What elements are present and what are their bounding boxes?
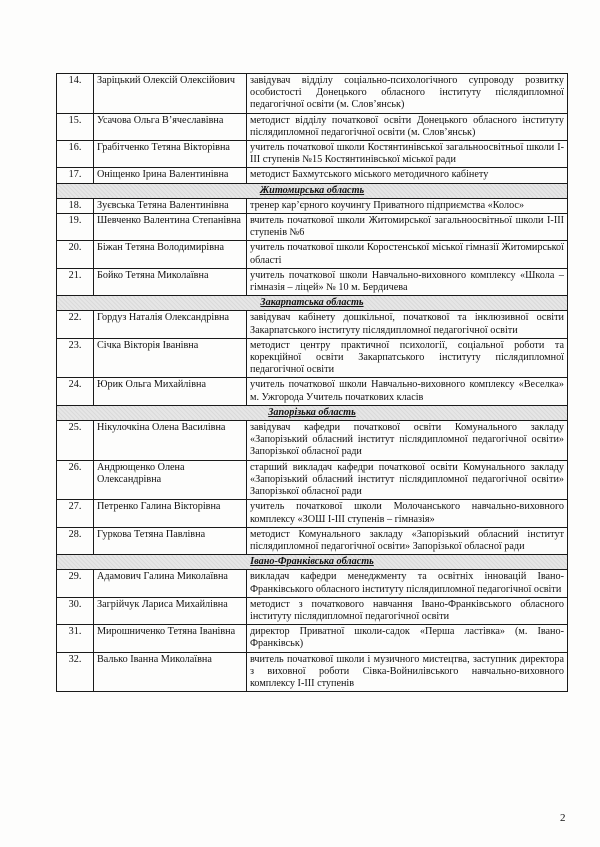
region-title: Закарпатська область: [260, 297, 364, 309]
row-name: Грабітченко Тетяна Вікторівна: [94, 141, 247, 168]
row-name: Петренко Галина Вікторівна: [94, 500, 247, 527]
row-number: 22.: [57, 311, 94, 338]
table-row: [57, 338, 568, 378]
row-position: завідувач відділу соціально-психологічного супроводу розвитку особистості Донецького обласного інституту післядипломної педагогічної освіти (м. Слов’янськ): [247, 74, 568, 114]
table-row: [57, 570, 568, 597]
table-row: [57, 168, 568, 183]
region-header-row: [57, 296, 568, 311]
table-row: [57, 113, 568, 140]
table-row: [57, 268, 568, 295]
row-number: 28.: [57, 527, 94, 554]
row-name: Адамович Галина Миколаївна: [94, 570, 247, 597]
region-title: Івано-Франківська область: [250, 556, 374, 568]
row-name: Заріцький Олексій Олексійович: [94, 74, 247, 114]
table-row: [57, 597, 568, 624]
region-header: [57, 296, 568, 311]
row-name: Шевченко Валентина Степанівна: [94, 214, 247, 241]
row-position: учитель початкової школи Коростенської міської гімназії Житомирської області: [247, 241, 568, 268]
table-body: [57, 74, 568, 692]
table-row: [57, 74, 568, 114]
table-row: [57, 214, 568, 241]
row-name: Валько Іванна Миколаївна: [94, 652, 247, 692]
table-row: [57, 241, 568, 268]
row-number: 21.: [57, 268, 94, 295]
row-position: методист з початкового навчання Івано-Франківського обласного інституту післядипломної педагогічної освіти: [247, 597, 568, 624]
row-number: 30.: [57, 597, 94, 624]
table-row: [57, 460, 568, 500]
row-number: 27.: [57, 500, 94, 527]
row-position: вчитель початкової школи і музичного мистецтва, заступник директора з виховної роботи Сівка-Войнилівського навчально-виховного комплексу І-ІІІ ступенів: [247, 652, 568, 692]
table-row: [57, 500, 568, 527]
row-position: методист Бахмутського міського методичного кабінету: [247, 168, 568, 183]
row-position: директор Приватної школи-садок «Перша ластівка» (м. Івано-Франківськ): [247, 625, 568, 652]
row-number: 24.: [57, 378, 94, 405]
row-position: старший викладач кафедри початкової освіти Комунального закладу «Запорізький обласний інститут післядипломної педагогічної освіти» Запорізької обласної ради: [247, 460, 568, 500]
region-header-row: [57, 555, 568, 570]
row-number: 16.: [57, 141, 94, 168]
row-position: методист центру практичної психології, соціальної роботи та корекційної освіти Закарпатського інституту післядипломної педагогічної освіти: [247, 338, 568, 378]
region-header-row: [57, 183, 568, 198]
row-name: Андрющенко Олена Олександрівна: [94, 460, 247, 500]
table-row: [57, 625, 568, 652]
row-name: Мирошниченко Тетяна Іванівна: [94, 625, 247, 652]
row-position: учитель початкової школи Молочанського навчально-виховного комплексу «ЗОШ І-ІІІ ступенів – гімназія»: [247, 500, 568, 527]
row-position: завідувач кабінету дошкільної, початкової та інклюзивної освіти Закарпатського інституту післядипломної педагогічної освіти: [247, 311, 568, 338]
row-number: 31.: [57, 625, 94, 652]
row-position: вчитель початкової школи Житомирської загальноосвітньої школи І-ІІІ ступенів №6: [247, 214, 568, 241]
row-name: Бойко Тетяна Миколаївна: [94, 268, 247, 295]
row-number: 15.: [57, 113, 94, 140]
table-row: [57, 527, 568, 554]
row-name: Гордуз Наталія Олександрівна: [94, 311, 247, 338]
row-number: 19.: [57, 214, 94, 241]
table-row: [57, 198, 568, 213]
row-name: Юрик Ольга Михайлівна: [94, 378, 247, 405]
region-title: Житомирська область: [259, 184, 365, 196]
row-position: тренер кар’єрного коучингу Приватного підприємства «Колос»: [247, 198, 568, 213]
row-name: Біжан Тетяна Володимирівна: [94, 241, 247, 268]
region-header: [57, 405, 568, 420]
row-number: 20.: [57, 241, 94, 268]
row-position: учитель початкової школи Навчально-виховного комплексу «Школа –гімназія – ліцей» № 10 м. Бердичева: [247, 268, 568, 295]
table-row: [57, 378, 568, 405]
row-name: Січка Вікторія Іванівна: [94, 338, 247, 378]
region-header: [57, 555, 568, 570]
row-name: Оніщенко Ірина Валентинівна: [94, 168, 247, 183]
table-row: [57, 141, 568, 168]
table-row: [57, 421, 568, 461]
row-number: 26.: [57, 460, 94, 500]
table-row: [57, 652, 568, 692]
row-position: завідувач кафедри початкової освіти Комунального закладу «Запорізький обласний інститут післядипломної педагогічної освіти» Запорізької обласної ради: [247, 421, 568, 461]
row-number: 25.: [57, 421, 94, 461]
row-number: 14.: [57, 74, 94, 114]
region-header-row: [57, 405, 568, 420]
region-title: Запорізька область: [268, 406, 356, 418]
row-number: 29.: [57, 570, 94, 597]
page-number: 2: [560, 812, 566, 824]
region-header: [57, 183, 568, 198]
row-position: учитель початкової школи Навчально-виховного комплексу «Веселка» м. Ужгорода Учитель початкових класів: [247, 378, 568, 405]
row-position: викладач кафедри менеджменту та освітніх інновацій Івано-Франківського обласного інституту післядипломної педагогічної освіти: [247, 570, 568, 597]
row-name: Усачова Ольга В’ячеславівна: [94, 113, 247, 140]
row-number: 32.: [57, 652, 94, 692]
row-position: методист Комунального закладу «Запорізький обласний інститут післядипломної педагогічної освіти» Запорізької обласної ради: [247, 527, 568, 554]
row-name: Гуркова Тетяна Павлівна: [94, 527, 247, 554]
participants-table: [56, 73, 568, 692]
row-position: методист відділу початкової освіти Донецького обласного інституту післядипломної педагогічної освіти (м. Слов’янськ): [247, 113, 568, 140]
row-number: 17.: [57, 168, 94, 183]
table-row: [57, 311, 568, 338]
row-position: учитель початкової школи Костянтинівської загальноосвітньої школи І-ІІІ ступенів №15 Костянтинівської міської ради: [247, 141, 568, 168]
row-number: 23.: [57, 338, 94, 378]
row-number: 18.: [57, 198, 94, 213]
row-name: Нікулочкіна Олена Василівна: [94, 421, 247, 461]
row-name: Зуєвська Тетяна Валентинівна: [94, 198, 247, 213]
row-name: Загрійчук Лариса Михайлівна: [94, 597, 247, 624]
